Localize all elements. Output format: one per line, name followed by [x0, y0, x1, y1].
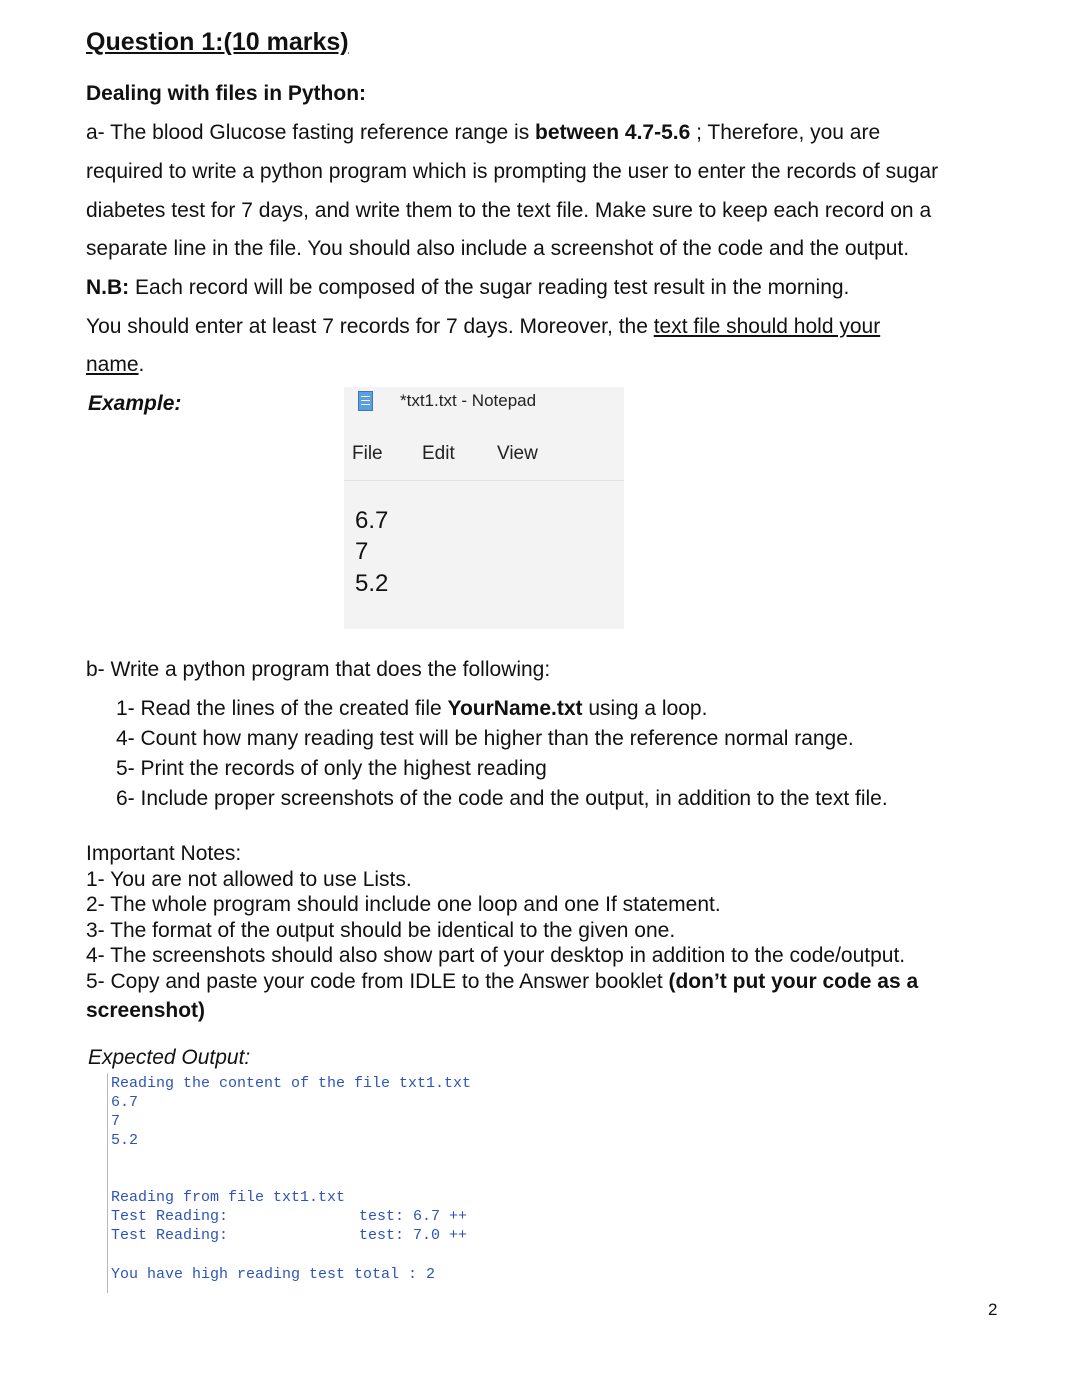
- part-a-line-2: required to write a python program which is prompting the user to enter the records of sugar: [86, 160, 939, 183]
- note-4: 4- The screenshots should also show part of your desktop in addition to the code/output.: [86, 944, 906, 967]
- notepad-line: 6.7: [355, 507, 389, 534]
- task-item-1: [116, 697, 707, 721]
- page-number: 2: [988, 1300, 998, 1319]
- console-border: [107, 1073, 108, 1293]
- underlined-requirement: text file should hold your: [653, 315, 881, 338]
- part-a-line-4: separate line in the file. You should also include a screenshot of the code and the output.: [86, 237, 910, 260]
- note-3: 3- The format of the output should be identical to the given one.: [86, 919, 676, 942]
- example-label: Example:: [88, 392, 182, 415]
- notepad-line: 5.2: [355, 570, 389, 597]
- note-1: 1- You are not allowed to use Lists.: [86, 868, 412, 891]
- console-line-label: Test Reading:: [111, 1227, 229, 1244]
- menu-file[interactable]: File: [352, 443, 383, 464]
- console-line: Reading the content of the file txt1.txt: [111, 1075, 472, 1092]
- notepad-divider: [344, 480, 624, 481]
- notes-title: Important Notes:: [86, 842, 242, 865]
- task-item-5: 5- Print the records of only the highest reading: [116, 757, 547, 780]
- notepad-icon: [358, 391, 373, 411]
- period: .: [138, 353, 145, 376]
- note-2: 2- The whole program should include one loop and one If statement.: [86, 893, 721, 916]
- task-item-6: 6- Include proper screenshots of the code and the output, in addition to the text file.: [116, 787, 888, 810]
- nb-text: Each record will be composed of the sugar reading test result in the morning.: [129, 276, 850, 299]
- console-line: Reading from file txt1.txt: [111, 1189, 346, 1206]
- expected-output-label: Expected Output:: [88, 1046, 251, 1069]
- part-a-line-7: [86, 353, 144, 377]
- nb-note: [86, 276, 849, 300]
- note-5-continued: screenshot): [86, 999, 206, 1022]
- console-line: You have high reading test total : 2: [111, 1266, 436, 1283]
- nb-label: N.B:: [86, 276, 130, 299]
- note-5: [86, 970, 918, 994]
- console-line-value: test: 7.0 ++: [359, 1227, 468, 1244]
- console-line: 5.2: [111, 1132, 139, 1149]
- menu-view[interactable]: View: [497, 443, 538, 464]
- notepad-titlebar: [344, 387, 624, 417]
- menu-edit[interactable]: Edit: [422, 443, 455, 464]
- section-heading: Dealing with files in Python:: [86, 82, 367, 105]
- note-5-bold: (don’t put your code as a: [668, 970, 919, 993]
- part-a-line-6-text: You should enter at least 7 records for 7 days. Moreover, the: [86, 315, 654, 338]
- console-line-value: test: 6.7 ++: [359, 1208, 468, 1225]
- note-5-text: 5- Copy and paste your code from IDLE to the Answer booklet: [86, 970, 669, 993]
- notepad-title: *txt1.txt - Notepad: [400, 391, 537, 410]
- task-item-4: 4- Count how many reading test will be higher than the reference normal range.: [116, 727, 854, 750]
- underlined-name: name: [86, 353, 139, 376]
- question-title: Question 1:(10 marks): [86, 28, 349, 56]
- part-a-line-1-text: a- The blood Glucose fasting reference range is: [86, 121, 536, 144]
- console-line: 6.7: [111, 1094, 139, 1111]
- console-line-label: Test Reading:: [111, 1208, 229, 1225]
- part-a-line-1: [86, 121, 880, 145]
- notepad-window: [344, 387, 624, 629]
- part-a-line-1-end: ; Therefore, you are: [690, 121, 881, 144]
- task-item-1-text: 1- Read the lines of the created file: [116, 697, 448, 720]
- part-a-line-6: [86, 315, 880, 339]
- part-b-intro: b- Write a python program that does the following:: [86, 658, 551, 681]
- part-a-line-3: diabetes test for 7 days, and write them to the text file. Make sure to keep each record on a: [86, 199, 932, 222]
- task-item-1-end: using a loop.: [582, 697, 708, 720]
- reference-range: between 4.7-5.6: [535, 121, 691, 144]
- console-line: 7: [111, 1113, 121, 1130]
- notepad-menu: [344, 443, 624, 469]
- notepad-line: 7: [355, 538, 369, 565]
- filename: YourName.txt: [447, 697, 583, 720]
